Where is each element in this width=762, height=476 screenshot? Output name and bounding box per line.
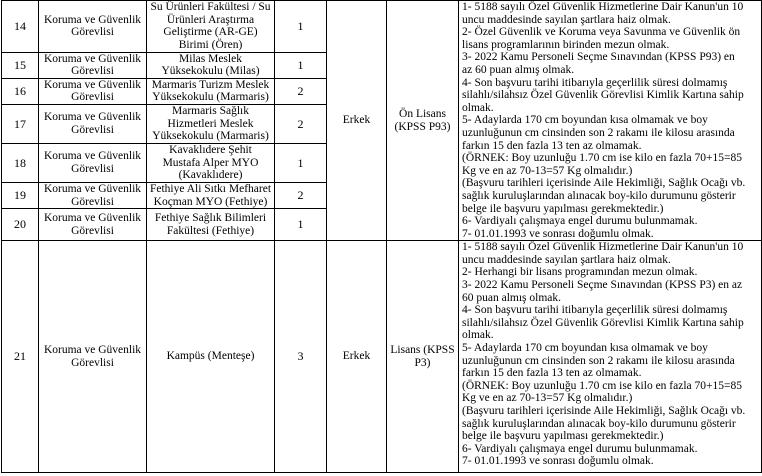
requirement-line: lisans programlarının birinden mezun olmak.: [462, 38, 670, 51]
requirement-line: az 60 puan almış olmak.: [462, 63, 575, 76]
count-cell: 1: [275, 143, 327, 182]
requirement-line: silahlı/silahsız Özel Güvenlik Görevlisi Kimlik Kartına sahip: [462, 316, 744, 329]
position-cell: Koruma ve Güvenlik Görevlisi: [39, 182, 147, 208]
row-number: 16: [2, 78, 39, 104]
table-row: [2, 241, 762, 473]
requirement-line: farkın 15 den fazla 13 ten az olmamak.: [462, 367, 642, 380]
requirement-line: (ÖRNEK: Boy uzunluğu 1.70 cm ise kilo en fazla 70+15=85: [462, 379, 742, 392]
requirement-line: olmak.: [462, 101, 494, 114]
row-number: 20: [2, 209, 39, 241]
unit-cell: Su Ürünleri Fakültesi / Su Ürünleri Araştırma Geliştirme (AR-GE) Birimi (Ören): [147, 1, 275, 53]
requirement-line: uncu maddesinde sayılan şartlara haiz olmak.: [462, 13, 671, 26]
unit-cell: Kavaklıdere Şehit Mustafa Alper MYO (Kavaklıdere): [147, 143, 275, 182]
requirement-line: sağlık kuruluşlarından alınacak boy-kilo durumunu gösterir: [462, 189, 736, 202]
requirement-line: 4- Son başvuru tarihi itibarıyla geçerlilik süresi dolmamış: [462, 304, 728, 317]
requirement-line: 1- 5188 sayılı Özel Güvenlik Hizmetlerine Dair Kanun'un 10: [462, 1, 744, 13]
requirement-line: silahlı/silahsız Özel Güvenlik Görevlisi Kimlik Kartına sahip: [462, 89, 744, 102]
count-cell: 3: [275, 241, 327, 473]
staff-requirements-table: [1, 0, 762, 473]
row-number: 15: [2, 52, 39, 78]
position-cell: Koruma ve Güvenlik Görevlisi: [39, 143, 147, 182]
requirement-line: 2- Özel Güvenlik ve Koruma veya Savunma ve Güvenlik ön: [462, 26, 741, 39]
count-cell: 1: [275, 52, 327, 78]
requirement-line: olmak.: [462, 329, 494, 342]
position-cell: Koruma ve Güvenlik Görevlisi: [39, 209, 147, 241]
position-cell: Koruma ve Güvenlik Görevlisi: [39, 78, 147, 104]
requirement-line: 7- 01.01.1993 ve sonrası doğumlu olmak.: [462, 227, 654, 240]
requirement-line: Kg ve en az 70-13=57 Kg olmalıdır.): [462, 392, 633, 405]
position-cell: Koruma ve Güvenlik Görevlisi: [39, 1, 147, 53]
unit-cell: Fethiye Sağlık Bilimleri Fakültesi (Fethiye): [147, 209, 275, 241]
unit-cell: Marmaris Sağlık Hizmetleri Meslek Yüksekokulu (Marmaris): [147, 105, 275, 144]
row-number: 18: [2, 143, 39, 182]
gender-cell: Erkek: [327, 241, 387, 473]
requirement-line: uzunluğunun cm cinsinden son 2 rakamı ile kilosu arasında: [462, 354, 735, 367]
requirement-line: 3- 2022 Kamu Personeli Seçme Sınavından (KPSS P93) en: [462, 51, 735, 64]
requirement-line: sağlık kuruluşlarından alınacak boy-kilo durumunu gösterir: [462, 417, 736, 430]
gender-cell: Erkek: [327, 1, 387, 241]
row-number: 19: [2, 182, 39, 208]
education-cell: Lisans (KPSS P3): [387, 241, 459, 473]
row-number: 14: [2, 1, 39, 53]
education-cell: Ön Lisans (KPSS P93): [387, 1, 459, 241]
requirement-line: 7- 01.01.1993 ve sonrası doğumlu olmak.: [462, 455, 654, 468]
count-cell: 2: [275, 78, 327, 104]
requirements-cell: [459, 241, 762, 473]
count-cell: 1: [275, 1, 327, 53]
unit-cell: Kampüs (Menteşe): [147, 241, 275, 473]
requirement-line: (Başvuru tarihleri içerisinde Aile Hekimliği, Sağlık Ocağı vb.: [462, 177, 746, 190]
requirement-line: (ÖRNEK: Boy uzunluğu 1.70 cm ise kilo en fazla 70+15=85: [462, 152, 742, 165]
requirement-line: 5- Adaylarda 170 cm boyundan kısa olmamak ve boy: [462, 114, 708, 127]
requirement-line: 3- 2022 Kamu Personeli Seçme Sınavından (KPSS P3) en az: [462, 279, 743, 292]
requirement-line: 1- 5188 sayılı Özel Güvenlik Hizmetlerine Dair Kanun'un 10: [462, 241, 744, 254]
requirement-line: 4- Son başvuru tarihi itibarıyla geçerlilik süresi dolmamış: [462, 76, 728, 89]
table-row: [2, 1, 762, 53]
requirement-line: (Başvuru tarihleri içerisinde Aile Hekimliği, Sağlık Ocağı vb.: [462, 405, 746, 417]
requirement-line: farkın 15 den fazla 13 ten az olmamak.: [462, 139, 642, 152]
requirement-line: 6- Vardiyalı çalışmaya engel durumu bulunmamak.: [462, 215, 698, 228]
requirement-line: Kg ve en az 70-13=57 Kg olmalıdır.): [462, 164, 633, 177]
requirement-line: uncu maddesinde sayılan şartlara haiz olmak.: [462, 253, 671, 266]
requirement-line: 6- Vardiyalı çalışmaya engel durumu bulunmamak.: [462, 442, 698, 455]
position-cell: Koruma ve Güvenlik Görevlisi: [39, 241, 147, 473]
row-number: 17: [2, 105, 39, 144]
count-cell: 2: [275, 182, 327, 208]
row-number: 21: [2, 241, 39, 473]
requirement-line: uzunluğunun cm cinsinden son 2 rakamı ile kilosu arasında: [462, 126, 735, 139]
requirement-line: 60 puan almış olmak.: [462, 291, 562, 304]
requirement-line: 5- Adaylarda 170 cm boyundan kısa olmamak ve boy: [462, 342, 708, 355]
unit-cell: Milas Meslek Yüksekokulu (Milas): [147, 52, 275, 78]
position-cell: Koruma ve Güvenlik Görevlisi: [39, 105, 147, 144]
requirement-line: 2- Herhangi bir lisans programından mezun olmak.: [462, 266, 698, 279]
unit-cell: Marmaris Turizm Meslek Yüksekokulu (Marmaris): [147, 78, 275, 104]
count-cell: 2: [275, 105, 327, 144]
requirements-cell: [459, 1, 762, 241]
requirement-line: belge ile başvuru yapılması gerekmektedir.): [462, 202, 664, 215]
position-cell: Koruma ve Güvenlik Görevlisi: [39, 52, 147, 78]
count-cell: 1: [275, 209, 327, 241]
unit-cell: Fethiye Ali Sıtkı Mefharet Koçman MYO (Fethiye): [147, 182, 275, 208]
requirement-line: belge ile başvuru yapılması gerekmektedir.): [462, 430, 664, 443]
